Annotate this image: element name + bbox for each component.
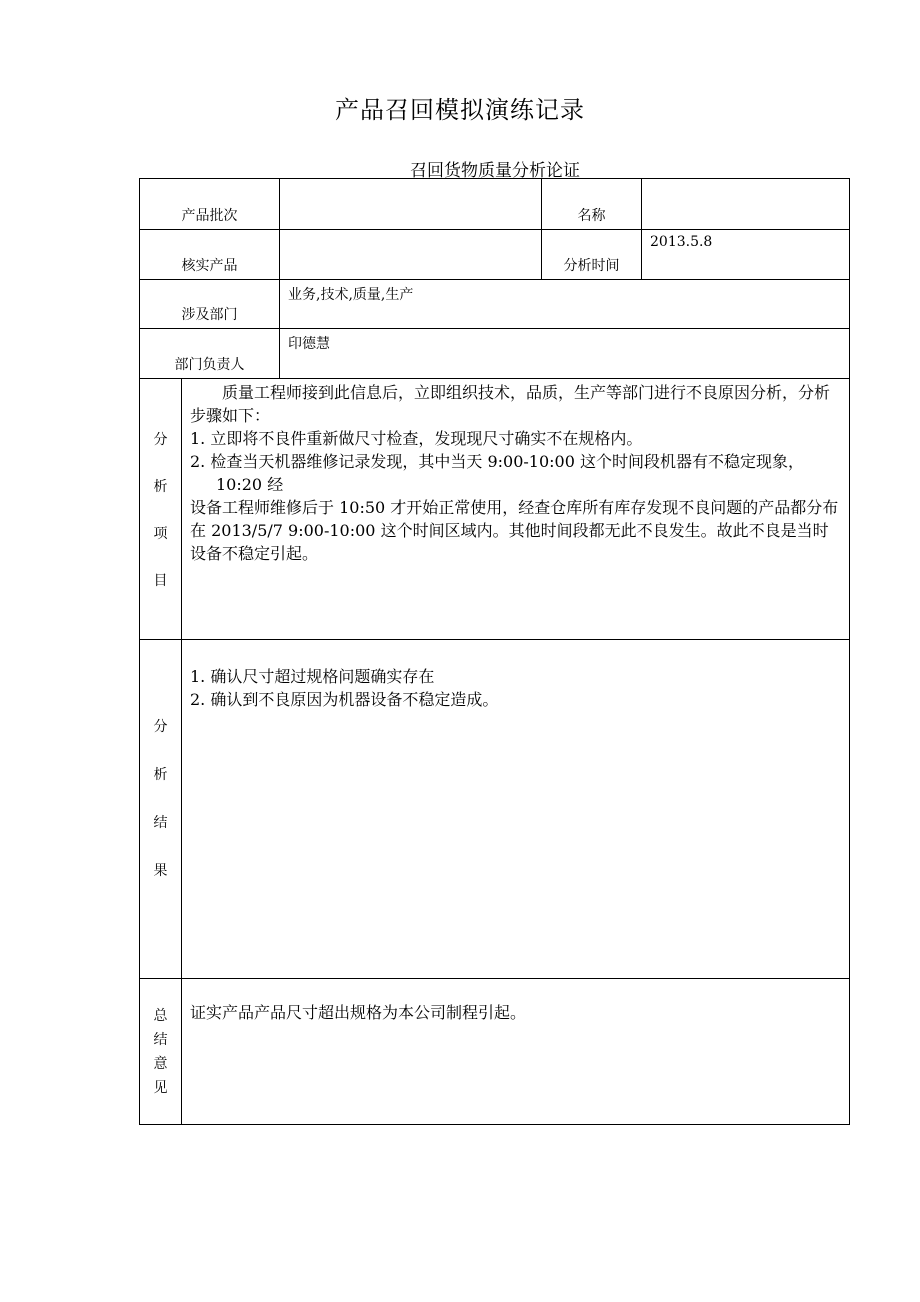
label-char: 分: [153, 432, 168, 448]
batch-label-cell: [140, 179, 280, 230]
label-char: 分: [153, 719, 168, 735]
row-dept-manager: [140, 329, 850, 379]
manager-value-cell[interactable]: [280, 329, 850, 379]
analysis-step: 2. 检查当天机器维修记录发现，其中当天 9:00-10:00 这个时间段机器有不稳定现象，10:20 经: [190, 452, 804, 494]
dept-label-cell: [140, 280, 280, 329]
analysis-time-value-cell[interactable]: [642, 230, 850, 280]
analysis-items-label-cell: [140, 379, 182, 640]
manager-value: 印德慧: [288, 336, 330, 352]
batch-value-cell[interactable]: [280, 179, 542, 230]
verify-label: 核实产品: [181, 258, 238, 274]
summary-content-cell[interactable]: [182, 979, 850, 1125]
row-departments: [140, 280, 850, 329]
analysis-record-table: [139, 178, 850, 1125]
name-value: [642, 179, 849, 183]
analysis-results-label: [140, 640, 181, 884]
batch-value: [280, 179, 541, 183]
name-label: 名称: [577, 208, 606, 224]
verify-label-cell: [140, 230, 280, 280]
row-analysis-results: [140, 640, 850, 979]
summary-label-cell: [140, 979, 182, 1125]
summary-text: 证实产品产品尺寸超出规格为本公司制程引起。: [190, 1003, 527, 1022]
summary-label: [140, 979, 181, 1101]
dept-value-cell[interactable]: [280, 280, 850, 329]
label-char: 析: [153, 479, 168, 495]
analysis-results-content: [182, 640, 849, 711]
name-value-cell[interactable]: [642, 179, 850, 230]
analysis-items-content-cell[interactable]: [182, 379, 850, 640]
label-char: 项: [153, 526, 168, 542]
verify-value: [280, 230, 541, 234]
dept-value: 业务,技术,质量,生产: [288, 287, 414, 303]
label-char: 见: [153, 1080, 168, 1096]
label-char: 意: [153, 1056, 168, 1072]
label-char: 结: [153, 815, 168, 831]
manager-label: 部门负责人: [174, 357, 245, 373]
label-char: 目: [153, 573, 168, 589]
row-summary: [140, 979, 850, 1125]
result-item: 2. 确认到不良原因为机器设备不稳定造成。: [190, 690, 499, 709]
analysis-time-value: 2013.5.8: [650, 234, 713, 250]
analysis-step: 1. 立即将不良件重新做尺寸检查，发现现尺寸确实不在规格内。: [190, 429, 643, 448]
label-char: 果: [153, 863, 168, 879]
label-char: 析: [153, 767, 168, 783]
verify-value-cell[interactable]: [280, 230, 542, 280]
analysis-time-label: 分析时间: [563, 258, 620, 274]
analysis-results-content-cell[interactable]: [182, 640, 850, 979]
analysis-items-content: [182, 379, 849, 565]
batch-label: 产品批次: [181, 208, 238, 224]
analysis-continuation: 设备工程师维修后于 10:50 才开始正常使用，经查仓库所有库存发现不良问题的产品都分布在 2013/5/7 9:00-10:00 这个时间区域内。其他时间段都无此不良发生。故此不良是当时设备不稳定引起。: [190, 498, 839, 563]
name-label-cell: [542, 179, 642, 230]
analysis-results-label-cell: [140, 640, 182, 979]
row-product-batch: [140, 179, 850, 230]
label-char: 结: [153, 1032, 168, 1048]
manager-label-cell: [140, 329, 280, 379]
row-analysis-items: [140, 379, 850, 640]
analysis-intro: 质量工程师接到此信息后，立即组织技术，品质，生产等部门进行不良原因分析，分析步骤如下：: [190, 383, 831, 425]
analysis-items-label: [140, 379, 181, 594]
label-char: 总: [153, 1008, 168, 1024]
analysis-time-label-cell: [542, 230, 642, 280]
row-verify-product: [140, 230, 850, 280]
result-item: 1. 确认尺寸超过规格问题确实存在: [190, 667, 435, 686]
document-subtitle: 召回货物质量分析论证: [410, 161, 580, 181]
document-title: 产品召回模拟演练记录: [335, 96, 585, 124]
dept-label: 涉及部门: [181, 307, 238, 323]
